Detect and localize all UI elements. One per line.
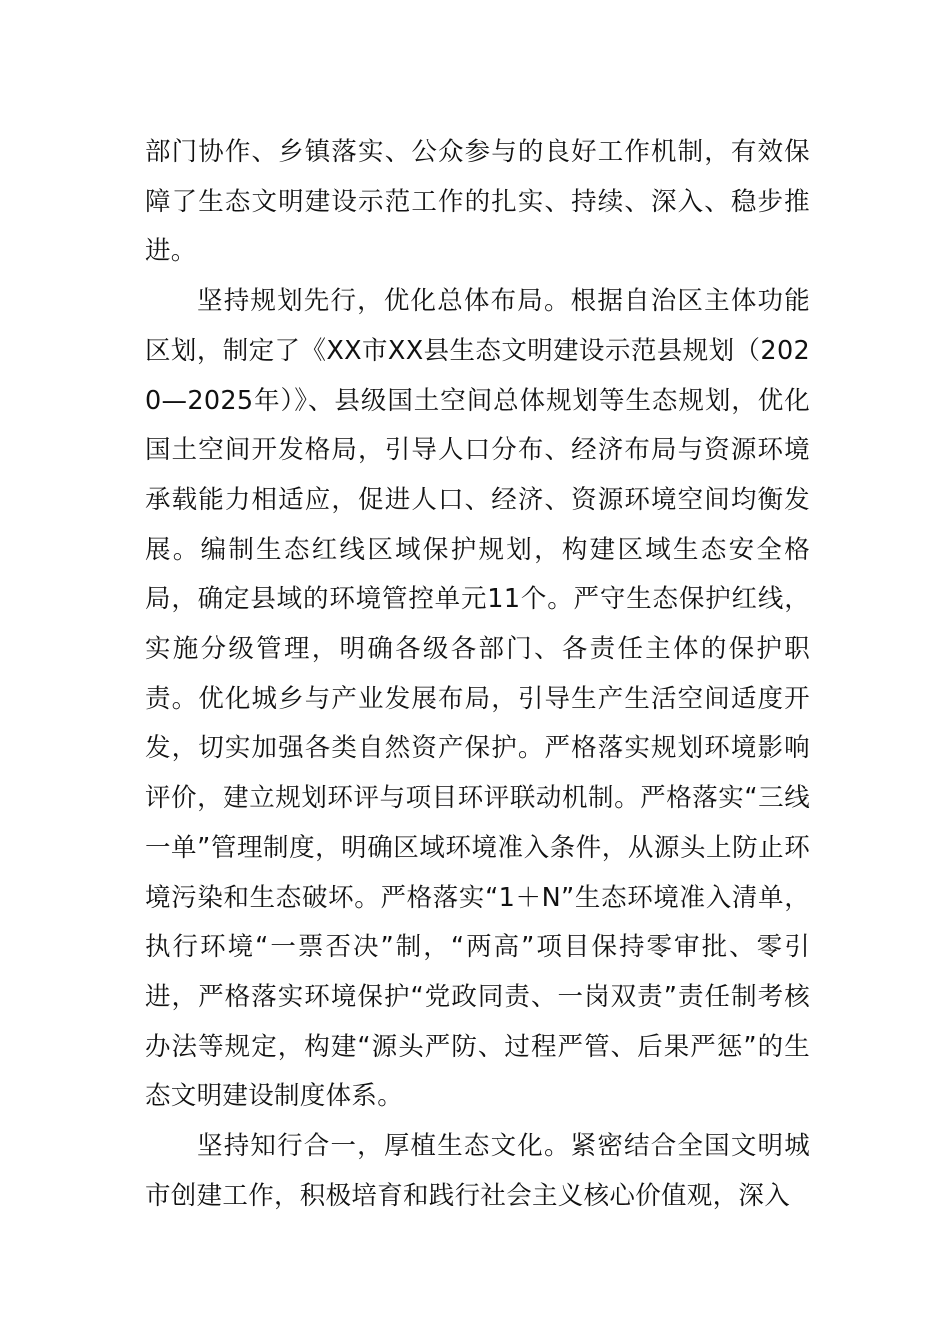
paragraph-eco-culture: 坚持知行合一，厚植生态文化。紧密结合全国文明城市创建工作，积极培育和践行社会主义核心价值观，深入: [145, 1131, 810, 1211]
document-body: [145, 128, 810, 1221]
paragraph-planning: 坚持规划先行，优化总体布局。根据自治区主体功能区划，制定了《XX市XX县生态文明建设示范县规划（2020—2025年）》、县级国土空间总体规划等生态规划，优化国土空间开发格局，引导人口分布、经济布局与资源环境承载能力相适应，促进人口、经济、资源环境空间均衡发展。编制生态红线区域保护规划，构建区域生态安全格局，确定县域的环境管控单元11个。严守生态保护红线，实施分级管理，明确各级各部门、各责任主体的保护职责。优化城乡与产业发展布局，引导生产生活空间适度开发，切实加强各类自然资产保护。严格落实规划环境影响评价，建立规划环评与项目环评联动机制。严格落实“三线一单”管理制度，明确区域环境准入条件，从源头上防止环境污染和生态破坏。严格落实“1＋N”生态环境准入清单，执行环境“一票否决”制，“两高”项目保持零审批、零引进，严格落实环境保护“党政同责、一岗双责”责任制考核办法等规定，构建“源头严防、过程严管、后果严惩”的生态文明建设制度体系。: [145, 286, 810, 1112]
paragraph-continuation: 部门协作、乡镇落实、公众参与的良好工作机制，有效保障了生态文明建设示范工作的扎实、持续、深入、稳步推进。: [145, 137, 810, 267]
